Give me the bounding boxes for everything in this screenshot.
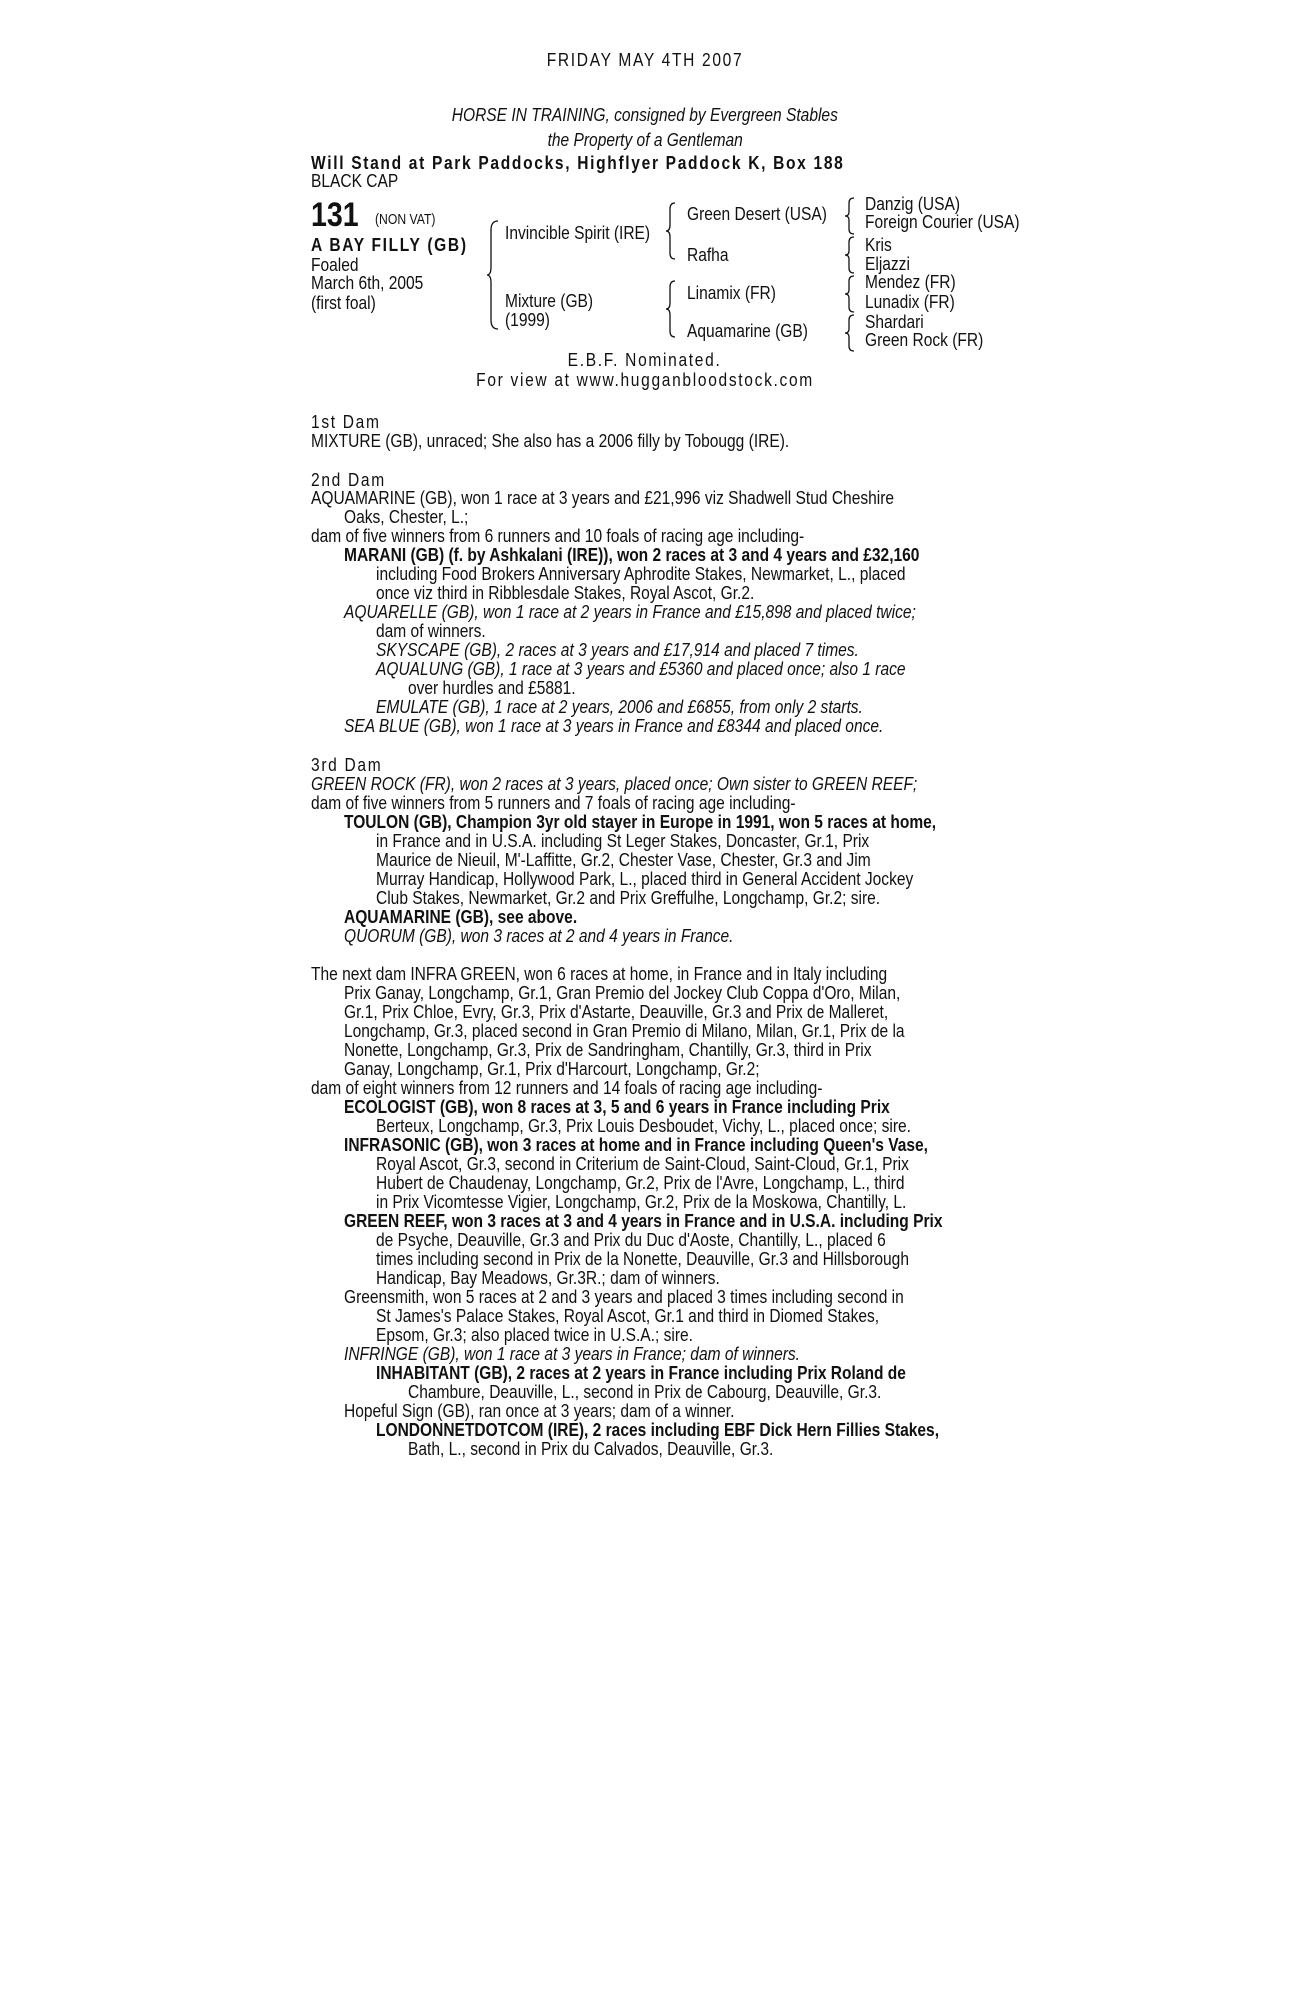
next-dam-line: Greensmith, won 5 races at 2 and 3 years and placed 3 times including second in (344, 1286, 904, 1307)
next-dam-line: St James's Palace Stakes, Royal Ascot, Gr.1 and third in Diomed Stakes, (376, 1305, 880, 1326)
pedigree-sire-dam: Rafha (687, 244, 729, 265)
pedigree-g8: Green Rock (FR) (865, 329, 984, 350)
lot-description: A BAY FILLY (GB) (311, 234, 468, 255)
headgear: BLACK CAP (311, 170, 399, 191)
next-dam-line: Longchamp, Gr.3, placed second in Gran Premio di Milano, Milan, Gr.1, Prix de la (344, 1020, 905, 1041)
next-dam-line: INFRINGE (GB), won 1 race at 3 years in France; dam of winners. (344, 1343, 801, 1364)
pedigree-brace-g2 (844, 236, 856, 274)
lot-category: HORSE IN TRAINING, consigned by Evergreen Stables (451, 104, 839, 125)
second-dam-line: AQUAMARINE (GB), won 1 race at 3 years and £21,996 viz Shadwell Stud Cheshire (311, 487, 895, 508)
pedigree-g6: Lunadix (FR) (865, 291, 955, 312)
pedigree-sire: Invincible Spirit (IRE) (505, 222, 651, 243)
lot-number: 131 (311, 196, 359, 234)
third-dam-line: Club Stakes, Newmarket, Gr.2 and Prix Greffulhe, Longchamp, Gr.2; sire. (376, 887, 881, 908)
next-dam-line: de Psyche, Deauville, Gr.3 and Prix du Duc d'Aoste, Chantilly, L., placed 6 (376, 1229, 886, 1250)
second-dam-text (311, 488, 1011, 738)
second-dam-line: Oaks, Chester, L.; (344, 506, 469, 527)
pedigree-g4: Eljazzi (865, 253, 910, 274)
next-dam-line: GREEN REEF, won 3 races at 3 and 4 years in France and in U.S.A. including Prix (344, 1210, 943, 1231)
next-dam-line: Royal Ascot, Gr.3, second in Criterium de Saint-Cloud, Saint-Cloud, Gr.1, Prix (376, 1153, 909, 1174)
third-dam-line: Maurice de Nieuil, M'-Laffitte, Gr.2, Chester Vase, Chester, Gr.3 and Jim (376, 849, 871, 870)
pedigree-dam: Mixture (GB) (505, 290, 594, 311)
foal-order: (first foal) (311, 292, 376, 313)
stand-location: Will Stand at Park Paddocks, Highflyer Paddock K, Box 188 (311, 152, 845, 173)
next-dam-line: Ganay, Longchamp, Gr.1, Prix d'Harcourt, Longchamp, Gr.2; (344, 1058, 760, 1079)
third-dam-line: dam of five winners from 5 runners and 7 foals of racing age including- (311, 792, 796, 813)
third-dam-line: in France and in U.S.A. including St Leger Stakes, Doncaster, Gr.1, Prix (376, 830, 870, 851)
second-dam-line: AQUALUNG (GB), 1 race at 3 years and £5360 and placed once; also 1 race (376, 658, 906, 679)
foaled-date: March 6th, 2005 (311, 272, 424, 293)
first-dam-heading: 1st Dam (311, 411, 381, 432)
pedigree-brace-dam (665, 280, 677, 338)
next-dam-line: Nonette, Longchamp, Gr.3, Prix de Sandringham, Chantilly, Gr.3, third in Prix (344, 1039, 872, 1060)
second-dam-line: over hurdles and £5881. (408, 677, 576, 698)
pedigree-g2: Foreign Courier (USA) (865, 211, 1020, 232)
third-dam-line: Murray Handicap, Hollywood Park, L., placed third in General Accident Jockey (376, 868, 914, 889)
pedigree-brace-main (486, 220, 500, 330)
pedigree-g7: Shardari (865, 311, 924, 332)
pedigree-g3: Kris (865, 234, 892, 255)
vendor-property: the Property of a Gentleman (547, 129, 743, 150)
next-dam-line: times including second in Prix de la Nonette, Deauville, Gr.3 and Hillsborough (376, 1248, 909, 1269)
next-dam-line: in Prix Vicomtesse Vigier, Longchamp, Gr.2, Prix de la Moskowa, Chantilly, L. (376, 1191, 907, 1212)
third-dam-line: GREEN ROCK (FR), won 2 races at 3 years, placed once; Own sister to GREEN REEF; (311, 773, 918, 794)
third-dam-line: AQUAMARINE (GB), see above. (344, 906, 578, 927)
pedigree-dam-dam: Aquamarine (GB) (687, 320, 808, 341)
pedigree-brace-g3 (844, 275, 856, 313)
third-dam-line: TOULON (GB), Champion 3yr old stayer in Europe in 1991, won 5 races at home, (344, 811, 937, 832)
second-dam-line: SKYSCAPE (GB), 2 races at 3 years and £17,914 and placed 7 times. (376, 639, 859, 660)
viewing-website: For view at www.hugganbloodstock.com (476, 369, 814, 390)
next-dam-line: ECOLOGIST (GB), won 8 races at 3, 5 and 6 years in France including Prix (344, 1096, 890, 1117)
third-dam-line: QUORUM (GB), won 3 races at 2 and 4 years in France. (344, 925, 734, 946)
pedigree-g1: Danzig (USA) (865, 193, 960, 214)
foaled-label: Foaled (311, 254, 359, 275)
next-dam-line: Handicap, Bay Meadows, Gr.3R.; dam of winners. (376, 1267, 720, 1288)
second-dam-line: MARANI (GB) (f. by Ashkalani (IRE)), won 2 races at 3 and 4 years and £32,160 (344, 544, 920, 565)
next-dam-line: Prix Ganay, Longchamp, Gr.1, Gran Premio del Jockey Club Coppa d'Oro, Milan, (344, 982, 901, 1003)
next-dam-line: dam of eight winners from 12 runners and 14 foals of racing age including- (311, 1077, 823, 1098)
next-dam-text (311, 964, 1011, 1464)
next-dam-line: INFRASONIC (GB), won 3 races at home and in France including Queen's Vase, (344, 1134, 928, 1155)
next-dam-line: Hopeful Sign (GB), ran once at 3 years; dam of a winner. (344, 1400, 735, 1421)
next-dam-line: LONDONNETDOTCOM (IRE), 2 races including EBF Dick Hern Fillies Stakes, (376, 1419, 940, 1440)
next-dam-line: Hubert de Chaudenay, Longchamp, Gr.2, Prix de l'Avre, Longchamp, L., third (376, 1172, 905, 1193)
second-dam-line: once viz third in Ribblesdale Stakes, Royal Ascot, Gr.2. (376, 582, 755, 603)
next-dam-line: Epsom, Gr.3; also placed twice in U.S.A.; sire. (376, 1324, 693, 1345)
next-dam-line: Berteux, Longchamp, Gr.3, Prix Louis Desboudet, Vichy, L., placed once; sire. (376, 1115, 911, 1136)
next-dam-line: Chambure, Deauville, L., second in Prix de Cabourg, Deauville, Gr.3. (408, 1381, 882, 1402)
vat-status: (NON VAT) (375, 212, 436, 228)
pedigree-sire-sire: Green Desert (USA) (687, 203, 827, 224)
second-dam-line: dam of five winners from 6 runners and 10 foals of racing age including- (311, 525, 805, 546)
next-dam-line: INHABITANT (GB), 2 races at 2 years in France including Prix Roland de (376, 1362, 906, 1383)
pedigree-g5: Mendez (FR) (865, 271, 956, 292)
next-dam-line: Gr.1, Prix Chloe, Evry, Gr.3, Prix d'Astarte, Deauville, Gr.3 and Prix de Malleret, (344, 1001, 889, 1022)
next-dam-line: Bath, L., second in Prix du Calvados, Deauville, Gr.3. (408, 1438, 774, 1459)
ebf-nomination: E.B.F. Nominated. (568, 349, 722, 370)
next-dam-line: The next dam INFRA GREEN, won 6 races at home, in France and in Italy including (311, 963, 888, 984)
second-dam-line: including Food Brokers Anniversary Aphrodite Stakes, Newmarket, L., placed (376, 563, 906, 584)
pedigree-dam-year: (1999) (505, 309, 550, 330)
second-dam-line: SEA BLUE (GB), won 1 race at 3 years in France and £8344 and placed once. (344, 715, 884, 736)
second-dam-heading: 2nd Dam (311, 469, 386, 490)
third-dam-text (311, 774, 1011, 949)
pedigree-brace-g4 (844, 314, 856, 352)
sale-date: FRIDAY MAY 4TH 2007 (546, 49, 744, 70)
second-dam-line: AQUARELLE (GB), won 1 race at 2 years in France and £15,898 and placed twice; (344, 601, 916, 622)
second-dam-line: dam of winners. (376, 620, 486, 641)
second-dam-line: EMULATE (GB), 1 race at 2 years, 2006 and £6855, from only 2 starts. (376, 696, 863, 717)
third-dam-heading: 3rd Dam (311, 754, 383, 775)
first-dam-text: MIXTURE (GB), unraced; She also has a 2006 filly by Tobougg (IRE). (311, 430, 790, 451)
pedigree-dam-sire: Linamix (FR) (687, 282, 776, 303)
